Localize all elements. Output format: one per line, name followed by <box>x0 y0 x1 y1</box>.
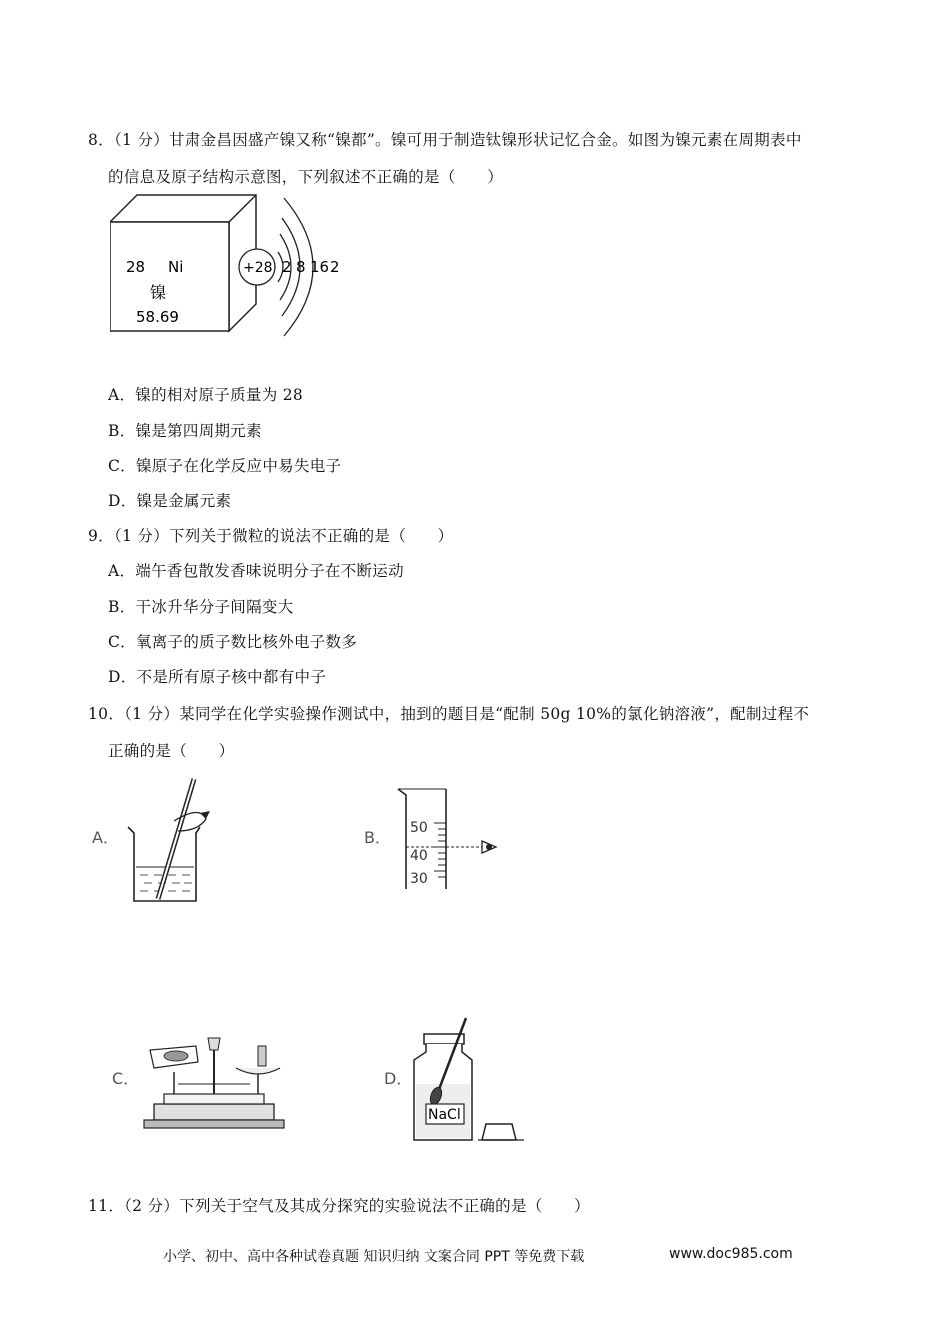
q8-stem-line2: 的信息及原子结构示意图，下列叙述不正确的是（ ） <box>108 168 504 186</box>
nucleus-charge: +28 <box>243 260 273 276</box>
diagram-b-cylinder <box>360 785 510 895</box>
label-c: C． <box>112 1069 140 1088</box>
shell-2: 8 <box>296 258 306 276</box>
q9-option-c: C．氧离子的质子数比核外电子数多 <box>108 633 358 651</box>
label-a: A． <box>92 828 119 847</box>
footer-left: 小学、初中、高中各种试卷真题 知识归纳 文案合同 PPT 等免费下载 <box>163 1249 585 1265</box>
bottle-label: NaCl <box>428 1107 461 1123</box>
shell-4: 2 <box>330 258 340 276</box>
q8-stem-line1: 8．（1 分）甘肃金昌因盛产镍又称“镍都”。镍可用于制造钛镍形状记忆合金。如图为镍元素在周期表中 <box>88 131 802 149</box>
footer-link[interactable]: www.doc985.com <box>669 1246 793 1262</box>
diagram-d-bottle <box>380 1012 540 1147</box>
element-name: 镍 <box>150 283 167 302</box>
q11-stem: 11．（2 分）下列关于空气及其成分探究的实验说法不正确的是（ ） <box>88 1197 590 1215</box>
shell-3: 16 <box>310 258 330 276</box>
diagram-c-balance <box>108 1028 288 1138</box>
nickel-element-diagram <box>110 192 360 342</box>
q9-option-d: D．不是所有原子核中都有中子 <box>108 668 327 686</box>
q9-option-b: B．干冰升华分子间隔变大 <box>108 598 294 616</box>
element-symbol: Ni <box>168 258 184 276</box>
q10-stem-line1: 10．（1 分）某同学在化学实验操作测试中，抽到的题目是“配制 50g 10%的氯化钠溶液”，配制过程不 <box>88 705 810 723</box>
label-d: D． <box>384 1069 413 1088</box>
element-number: 28 <box>126 258 146 276</box>
mark-30: 30 <box>410 871 428 887</box>
mark-40: 40 <box>410 848 428 864</box>
label-b: B． <box>364 828 391 847</box>
q8-option-a: A．镍的相对原子质量为 28 <box>108 386 304 404</box>
shell-1: 2 <box>282 258 292 276</box>
element-mass: 58.69 <box>136 308 179 326</box>
q8-option-b: B．镍是第四周期元素 <box>108 422 262 440</box>
q8-option-c: C．镍原子在化学反应中易失电子 <box>108 457 342 475</box>
mark-50: 50 <box>410 820 428 836</box>
q9-option-a: A．端午香包散发香味说明分子在不断运动 <box>108 562 404 580</box>
q9-stem: 9．（1 分）下列关于微粒的说法不正确的是（ ） <box>88 527 454 545</box>
diagram-a-stirring <box>88 775 218 910</box>
q10-stem-line2: 正确的是（ ） <box>108 742 235 760</box>
q8-option-d: D．镍是金属元素 <box>108 492 232 510</box>
